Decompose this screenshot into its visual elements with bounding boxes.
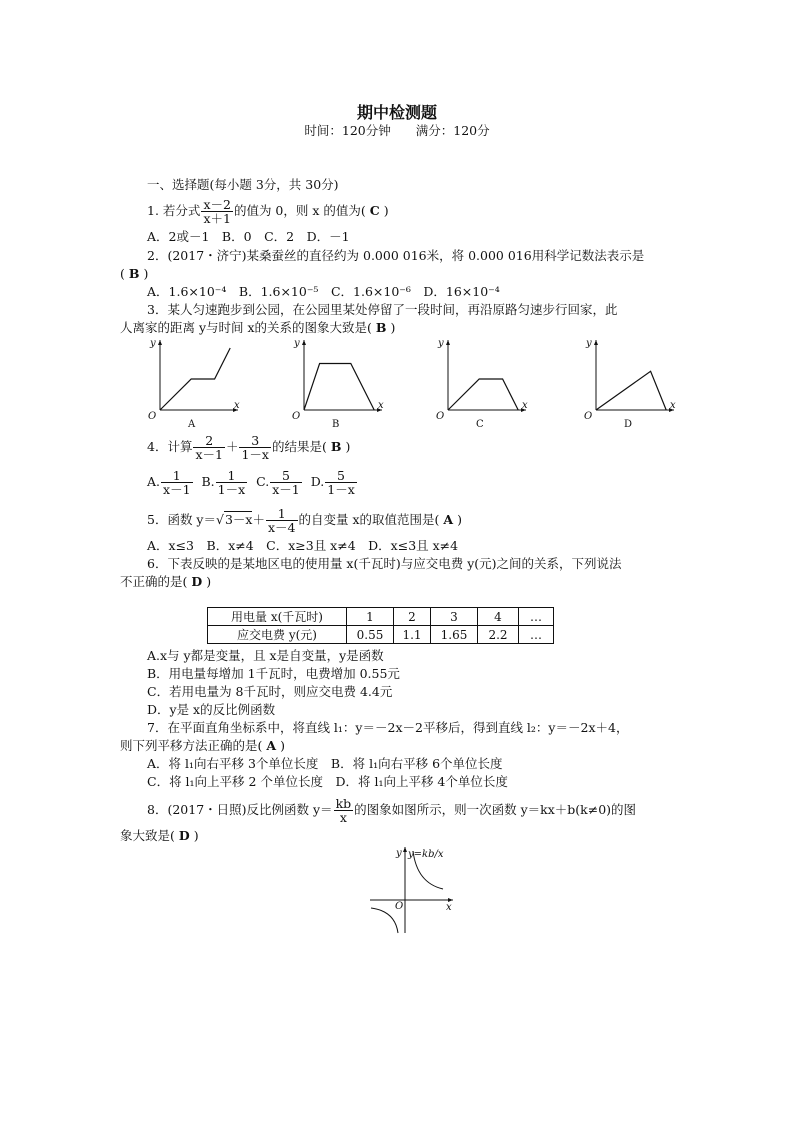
curve-label: y=kb/x <box>408 849 444 860</box>
q6-text-line2 <box>120 574 211 590</box>
q8-text-line2 <box>120 828 199 844</box>
q2-close: ) <box>143 266 149 281</box>
graph-y-label: y <box>438 338 444 349</box>
graph-D-curve <box>596 371 666 410</box>
page-title: 期中检测题 <box>356 103 437 122</box>
q4-option-d: D. $\frac{5}{1-x}$ <box>310 468 355 497</box>
q8-text-cont: 象大致是( <box>120 828 175 843</box>
q3-text-line2 <box>120 320 395 336</box>
q8-hyperbola-graph <box>365 843 465 938</box>
q5-text-post: 的自变量 x的取值范围是( <box>298 512 440 527</box>
q8-close: ) <box>193 828 199 843</box>
q8-text-post: 的图象如图所示，则一次函数 y＝kx＋b(k≠0)的图 <box>354 802 637 817</box>
y-arrow-icon <box>302 340 306 345</box>
q4-option-b: B. $\frac{1}{1-x}$ <box>201 468 246 497</box>
q5-text: 5．函数 y＝ <box>147 512 216 527</box>
y-axis-label: y <box>396 848 402 859</box>
q7-text-cont: 则下列平移方法正确的是( <box>120 738 263 753</box>
q5-answer: A <box>443 512 454 527</box>
hyperbola-branch-2 <box>371 908 398 933</box>
q6-text-cont: 不正确的是( <box>120 574 188 589</box>
q8-fraction <box>334 797 354 824</box>
q3-text: 3．某人匀速跑步到公园，在公园里某处停留了一段时间，再沿原路匀速步行回家，此 <box>147 302 618 317</box>
q4-text-post: 的结果是( <box>272 439 327 454</box>
graph-B-curve <box>304 364 374 411</box>
q1-answer: C <box>369 203 380 218</box>
q1-text-post: 的值为 0，则 x 的值为( <box>233 203 366 218</box>
q6-answer: D <box>191 574 203 589</box>
q4-plus: ＋ <box>225 439 239 454</box>
q5-denominator: x－4 <box>268 520 296 535</box>
q6-option-b: B．用电量每增加 1千瓦时，电费增加 0.55元 <box>147 666 400 681</box>
graph-C-curve <box>448 379 518 410</box>
graph-option-label: C <box>476 419 484 430</box>
q4-option-c: C. $\frac{5}{x-1}$ <box>256 468 300 497</box>
question-4 <box>147 432 350 462</box>
origin-label: O <box>395 901 404 912</box>
q7-answer: A <box>266 738 277 753</box>
q1-text: 若分式 <box>162 203 201 218</box>
q5-options: A．x≤3 B．x≠4 C．x≥3且 x≠4 D．x≤3且 x≠4 <box>147 538 459 553</box>
q8-denominator: x <box>339 810 347 825</box>
q7-text: 7．在平面直角坐标系中，将直线 l₁：y＝－2x－2平移后，得到直线 l₂：y＝－2x＋4， <box>147 720 629 735</box>
q5-plus: ＋ <box>252 512 265 527</box>
graph-x-label: x <box>522 400 528 411</box>
question-5 <box>147 505 462 535</box>
q3-graphs <box>0 335 794 435</box>
graph-x-label: x <box>670 400 676 411</box>
q2-answer: B <box>128 266 140 281</box>
q5-numerator: 1 <box>266 507 298 521</box>
q4-f1-denominator: x－1 <box>195 447 223 462</box>
q1-numerator: x－2 <box>203 197 231 212</box>
table-row: 用电量 x(千瓦时) 1 2 3 4 … <box>208 608 554 626</box>
q6-option-a: A.x与 y都是变量，且 x是自变量，y是函数 <box>147 648 384 663</box>
graph-origin-label: O <box>436 411 445 422</box>
y-arrow-icon <box>403 847 407 852</box>
y-arrow-icon <box>594 340 598 345</box>
q2-answer-line <box>120 266 148 282</box>
q1-fraction <box>201 198 233 225</box>
q4-f2-denominator: 1－x <box>241 447 269 462</box>
q4-fraction-1 <box>193 434 225 461</box>
graph-y-label: y <box>150 338 156 349</box>
q1-close: ) <box>383 203 389 218</box>
q6-table <box>207 607 554 644</box>
q1-number: 1. <box>147 203 159 218</box>
q6-close: ) <box>206 574 212 589</box>
graph-option-label: D <box>624 419 633 430</box>
q7-text-line2 <box>120 738 285 754</box>
graph-x-label: x <box>234 400 240 411</box>
q4-text: 4．计算 <box>147 439 193 454</box>
q4-fraction-2 <box>239 434 271 461</box>
q8-answer: D <box>178 828 190 843</box>
q7-option-ab: A．将 l₁向右平移 3个单位长度 B．将 l₁向右平移 6个单位长度 <box>147 756 503 771</box>
question-1 <box>147 197 389 225</box>
q2-text: 2．(2017・济宁)某桑蚕丝的直径约为 0.000 016米，将 0.000 016用科学记数法表示是 <box>147 248 645 263</box>
table-row: 应交电费 y(元) 0.55 1.1 1.65 2.2 … <box>208 626 554 644</box>
q5-fraction <box>266 507 298 534</box>
q4-f1-numerator: 2 <box>193 434 225 448</box>
q5-close: ) <box>457 512 462 527</box>
graph-A-curve <box>160 348 230 410</box>
q3-text-cont: 人离家的距离 y与时间 x的关系的图象大致是( <box>120 320 372 335</box>
y-arrow-icon <box>158 340 162 345</box>
q2-open: ( <box>120 266 125 281</box>
graph-origin-label: O <box>148 411 157 422</box>
q6-text: 6．下表反映的是某地区电的使用量 x(千瓦时)与应交电费 y(元)之间的关系，下列说法 <box>147 556 622 571</box>
graph-origin-label: O <box>292 411 301 422</box>
question-8 <box>147 795 636 825</box>
graph-option-label: A <box>188 419 196 430</box>
q7-close: ) <box>280 738 285 753</box>
q7-option-cd: C．将 l₁向上平移 2 个单位长度 D．将 l₁向上平移 4个单位长度 <box>147 774 508 789</box>
graph-y-label: y <box>586 338 592 349</box>
q1-options: A．2或－1 B．0 C．2 D．－1 <box>147 229 350 244</box>
q2-options: A．1.6×10⁻⁴ B．1.6×10⁻⁵ C．1.6×10⁻⁶ D．16×10⁻⁴ <box>147 284 500 299</box>
section-heading: 一、选择题(每小题 3分，共 30分) <box>147 177 339 192</box>
q4-answer: B <box>330 439 342 454</box>
q4-option-a: A. $\frac{1}{x-1}$ <box>147 468 191 497</box>
q4-close: ) <box>345 439 351 454</box>
q4-f2-numerator: 3 <box>239 434 271 448</box>
graph-option-label: B <box>332 419 340 430</box>
y-arrow-icon <box>446 340 450 345</box>
q6-option-c: C．若用电量为 8千瓦时，则应交电费 4.4元 <box>147 684 393 699</box>
q5-radicand: 3－x <box>224 512 253 527</box>
q3-close: ) <box>390 320 396 335</box>
sqrt-icon: √ <box>216 512 224 527</box>
q8-numerator: kb <box>335 796 352 811</box>
graph-origin-label: O <box>584 411 593 422</box>
q6-option-d: D．y是 x的反比例函数 <box>147 702 276 717</box>
q4-options <box>147 467 358 497</box>
graph-y-label: y <box>294 338 300 349</box>
q3-answer: B <box>375 320 387 335</box>
x-axis-label: x <box>446 902 452 913</box>
exam-info: 时间：120分钟 满分：120分 <box>304 123 490 138</box>
graph-x-label: x <box>378 400 384 411</box>
q1-denominator: x＋1 <box>203 211 231 226</box>
q8-text: 8．(2017・日照)反比例函数 y＝ <box>147 802 333 817</box>
